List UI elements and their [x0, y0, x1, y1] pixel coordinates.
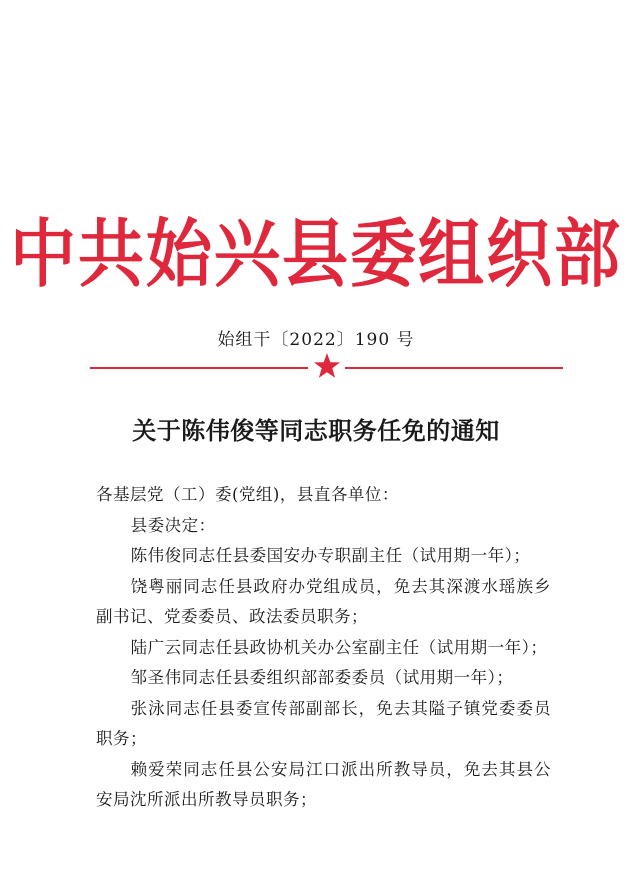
appointment-item: 张泳同志任县委宣传部副部长，免去其隘子镇党委委员职务； — [96, 698, 551, 748]
appointment-item: 饶粤丽同志任县政府办党组成员，免去其深渡水瑶族乡副书记、党委委员、政法委员职务； — [96, 576, 551, 626]
org-title: 中共始兴县委组织部 — [10, 211, 622, 298]
appointment-item: 陆广云同志任县政协机关办公室副主任（试用期一年）； — [130, 637, 548, 657]
notice-title: 关于陈伟俊等同志职务任免的通知 — [132, 416, 500, 445]
red-divider-right — [345, 367, 563, 369]
addressee-line: 各基层党（工）委(党组)，县直各单位： — [96, 485, 399, 504]
appointment-item: 陈伟俊同志任县委国安办专职副主任（试用期一年）； — [130, 546, 531, 565]
appointment-item: 邹圣伟同志任县委组织部部委委员（试用期一年）； — [130, 668, 514, 687]
star-icon — [313, 352, 341, 380]
document-number: 始组干〔2022〕190 号 — [217, 330, 415, 350]
red-divider-left — [90, 367, 308, 369]
notice-body — [96, 480, 551, 816]
appointment-item: 赖爱荣同志任县公安局江口派出所教导员，免去其县公安局沈所派出所教导员职务； — [96, 759, 551, 809]
decision-intro: 县委决定： — [130, 515, 216, 535]
